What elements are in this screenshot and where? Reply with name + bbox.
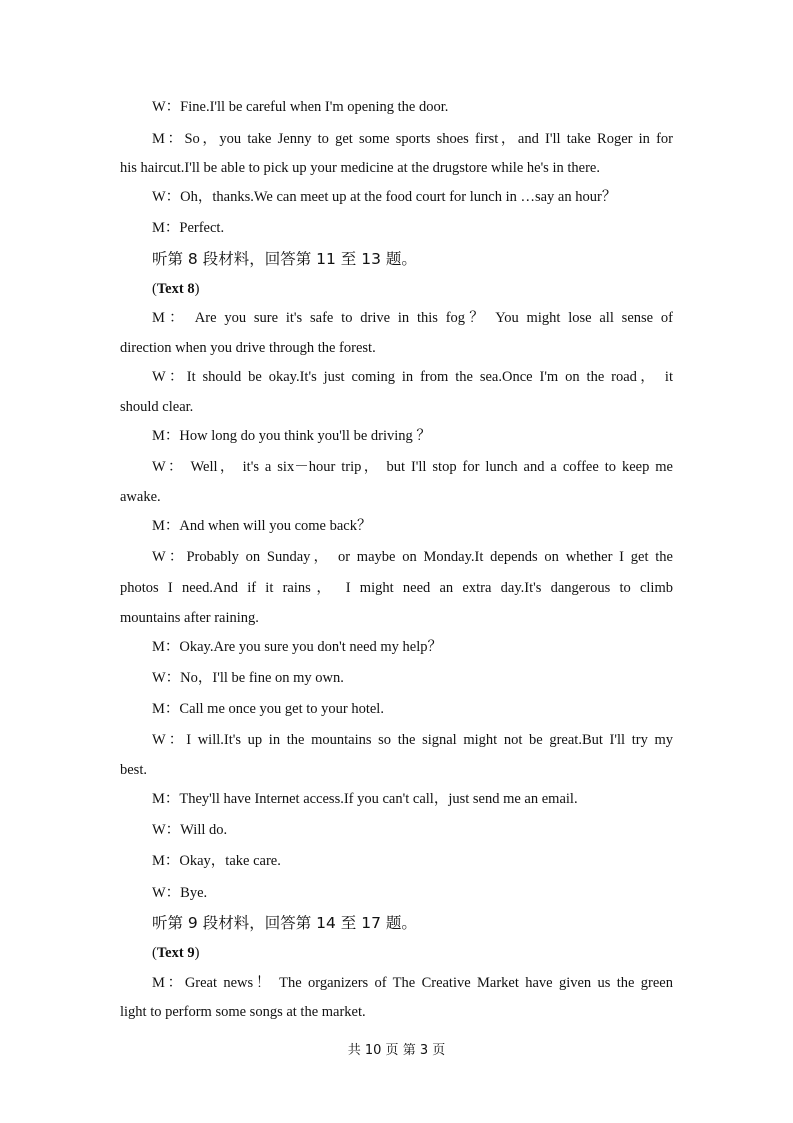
text-close-paren: ) [194, 281, 200, 297]
dialogue-line: W：Will do. [152, 822, 228, 838]
dialogue-line: W： Well， it's a six－hour trip， but I'll stop for lunch and a coffee to keep me [152, 459, 673, 475]
dialogue-line-continuation: light to perform some songs at the market. [120, 1004, 366, 1020]
dialogue-line: W：It should be okay.It's just coming in from the sea.Once I'm on the road， it [152, 369, 673, 385]
dialogue-line-continuation: awake. [120, 489, 161, 505]
dialogue-line: W：Oh，thanks.We can meet up at the food court for lunch in …say an hour？ [152, 189, 617, 205]
dialogue-line: M：So，you take Jenny to get some sports shoes first，and I'll take Roger in for [152, 131, 673, 147]
dialogue-line: M：Great news！ The organizers of The Creative Market have given us the green [152, 975, 673, 991]
dialogue-line: M：Okay.Are you sure you don't need my help？ [152, 639, 443, 655]
text-open-paren: ( [152, 945, 157, 961]
page-footer: 共 10 页 第 3 页 [347, 1043, 446, 1058]
text-number-heading [152, 280, 199, 298]
dialogue-line: M：Okay，take care. [152, 853, 281, 869]
dialogue-line: M：And when will you come back？ [152, 518, 372, 534]
dialogue-line: W：I will.It's up in the mountains so the signal might not be great.But I'll try my [152, 732, 673, 748]
text-label: Text 9 [156, 945, 195, 961]
dialogue-line: M：Call me once you get to your hotel. [152, 701, 384, 717]
dialogue-line-continuation: direction when you drive through the forest. [120, 340, 376, 356]
dialogue-line-continuation: best. [120, 762, 147, 778]
text-open-paren: ( [152, 281, 157, 297]
dialogue-line: M： Are you sure it's safe to drive in this fog？ You might lose all sense of [152, 310, 673, 326]
dialogue-line: W：Bye. [152, 885, 208, 901]
dialogue-line: M：Perfect. [152, 220, 225, 236]
dialogue-line-continuation: mountains after raining. [120, 610, 259, 626]
dialogue-line: M：They'll have Internet access.If you can't call，just send me an email. [152, 791, 578, 807]
dialogue-line: W：No，I'll be fine on my own. [152, 670, 344, 686]
section-heading: 听第 8 段材料，回答第 11 至 13 题。 [152, 250, 417, 268]
dialogue-line-continuation: photos I need.And if it rains， I might need an extra day.It's dangerous to climb [120, 580, 673, 596]
dialogue-line: W：Fine.I'll be careful when I'm opening the door. [152, 99, 449, 115]
dialogue-line: W：Probably on Sunday， or maybe on Monday.It depends on whether I get the [152, 549, 673, 565]
text-label: Text 8 [156, 281, 195, 297]
section-heading: 听第 9 段材料，回答第 14 至 17 题。 [152, 914, 417, 932]
dialogue-line-continuation: should clear. [120, 399, 194, 415]
dialogue-line-continuation: his haircut.I'll be able to pick up your medicine at the drugstore while he's in there. [120, 160, 600, 176]
text-number-heading [152, 944, 199, 962]
text-close-paren: ) [194, 945, 200, 961]
dialogue-line: M：How long do you think you'll be driving ？ [152, 428, 431, 444]
